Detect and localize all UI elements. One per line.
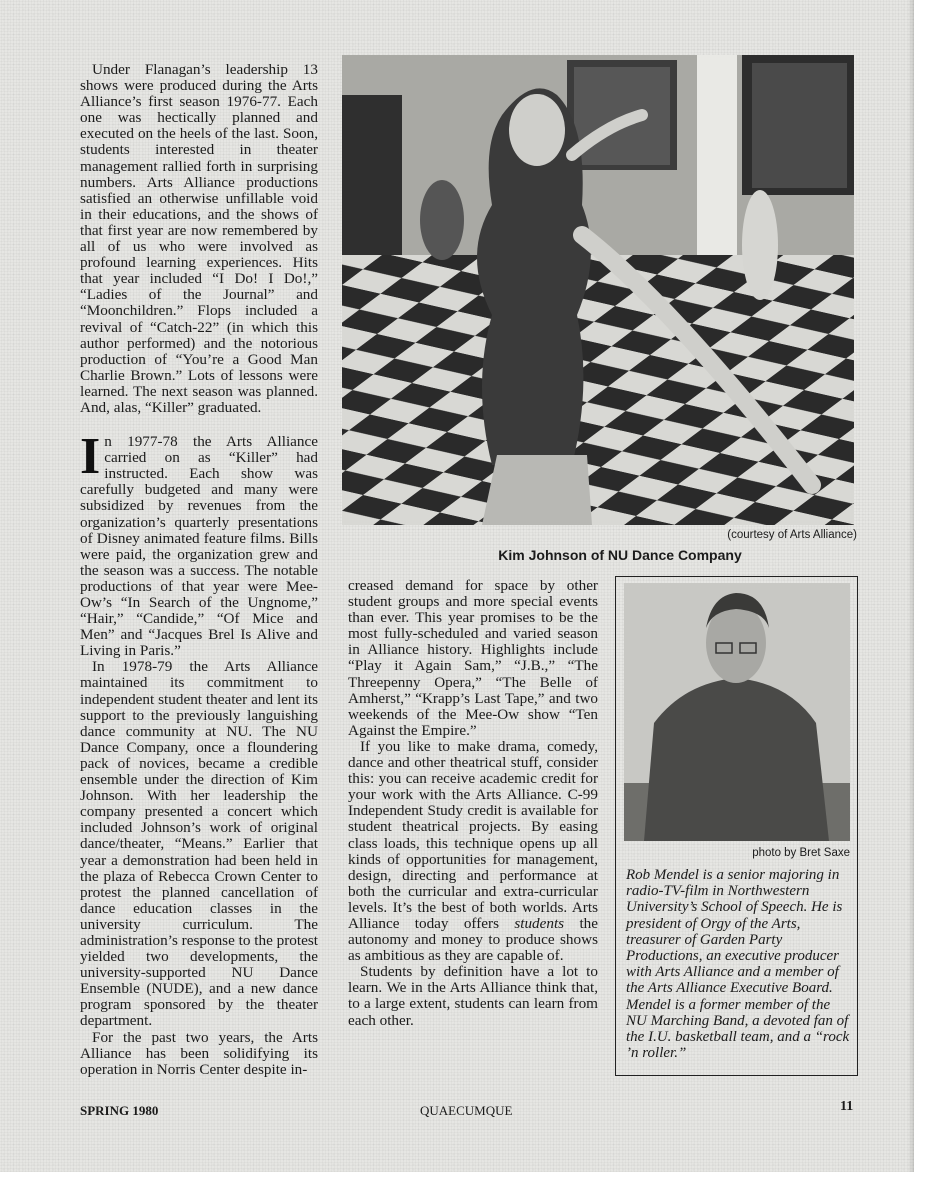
page-number: 11 bbox=[840, 1099, 854, 1114]
paragraph-1977-78: In 1977-78 the Arts Alliance carried on as “Killer” had instructed. Each show was carefully budgeted and many were subsidized by revenues from the organization’s quarterly presentations of Disney animated feature films. Bills were paid, the organization grew and the season was a success. The notable productions of that year were Mee-Ow’s “In Search of the Ungnome,” “Hair,” “Candide,” “Of Mice and Men” and “Jacques Brel Is Alive and Living in Paris.” bbox=[80, 428, 318, 660]
paragraph-first-season: Under Flanagan’s leadership 13 shows were produced during the Arts Alliance’s first season 1976-77. Each one was hectically planned and executed on the heels of the last. Soon, students interested in theater management rallied forth in surprising numbers. Arts Alliance productions satisfied an otherwise unfillable void in their educations, and the shows of that first year are now remembered by all of us who were involved as profound learning experiences. Hits that year included “I Do! I Do!,” “Ladies of the Journal” and “Moonchildren.” Flops included a revival of “Catch-22” (in which this author performed) and the notorious production of “You’re a Good Man Charlie Brown.” Lots of lessons were learned. The next season was planned. And, alas, “Killer” graduated. bbox=[80, 61, 318, 416]
author-photo bbox=[624, 583, 850, 841]
dance-studio-photo bbox=[342, 55, 854, 525]
footer-publication: QUAECUMQUE bbox=[420, 1103, 513, 1118]
photo-credit: (courtesy of Arts Alliance) bbox=[727, 529, 857, 541]
author-bio: Rob Mendel is a senior majoring in radio-TV-film in Northwestern University’s School of Speech. He is president of Orgy of the Arts, treasurer of Garden Party Productions, an executive producer with Arts Alliance and a member of the Arts Alliance Executive Board. Mendel is a former member of the NU Marching Band, a devoted fan of the I.U. basketball team, and a “rock ’n roller.” bbox=[626, 867, 850, 1062]
paragraph-closing: Students by definition have a lot to learn. We in the Arts Alliance think that, to a large extent, students can learn from each other. bbox=[348, 963, 598, 1029]
author-photo-credit: photo by Bret Saxe bbox=[752, 847, 850, 859]
article-column-2 bbox=[348, 578, 598, 1029]
author-bio-box bbox=[615, 576, 858, 1076]
footer-issue: SPRING 1980 bbox=[80, 1103, 159, 1118]
paragraph-past-two-years: For the past two years, the Arts Alliance has been solidifying its operation in Norris Center despite in- bbox=[80, 1028, 318, 1078]
emphasis-students: students bbox=[514, 914, 565, 932]
photo-kim-johnson-dancing bbox=[342, 55, 854, 525]
drop-cap: I bbox=[80, 428, 101, 486]
paragraph-this-year: creased demand for space by other student groups and more special events than ever. This year promises to be the most fully-scheduled and varied season in Alliance history. Highlights include “Play it Again Sam,” “J.B.,” “The Threepenny Opera,” “The Belle of Amherst,” “Krapp’s Last Tape,” and two weekends of the Mee-Ow show “Ten Against the Empire.” bbox=[348, 577, 598, 739]
paragraph-1978-79: In 1978-79 the Arts Alliance maintained its commitment to independent student theater and lent its support to the previously languishing dance community at NU. The NU Dance Company, once a floundering pack of novices, became a credible ensemble under the direction of Kim Johnson. With her leadership the company presented a concert which included Johnson’s work of original dance/theater, “Means.” Earlier that year a demonstration had been held in the plaza of Rebecca Crown Center to protest the planned cancellation of dance education classes in the university curriculum. The administration’s response to the protest yielded two developments, the university-supported NU Dance Ensemble (NUDE), and a new dance program sponsored by the theater department. bbox=[80, 658, 318, 1030]
article-column-1 bbox=[80, 62, 318, 1078]
paragraph-academic-credit: If you like to make drama, comedy, dance and other theatrical stuff, consider this: you can receive academic credit for your work with the Arts Alliance. C-99 Independent Study credit is available for student theatrical projects. By easing class loads, this technique opens up all kinds of opportunities for management, design, directing and performance at both the curricular and extra-curricular levels. It’s the best of both worlds. Arts Alliance today offers students the autonomy and money to produce shows as ambitious as they are capable of. bbox=[348, 737, 598, 965]
portrait-photo bbox=[624, 583, 850, 841]
photo-caption: Kim Johnson of NU Dance Company bbox=[498, 547, 742, 563]
